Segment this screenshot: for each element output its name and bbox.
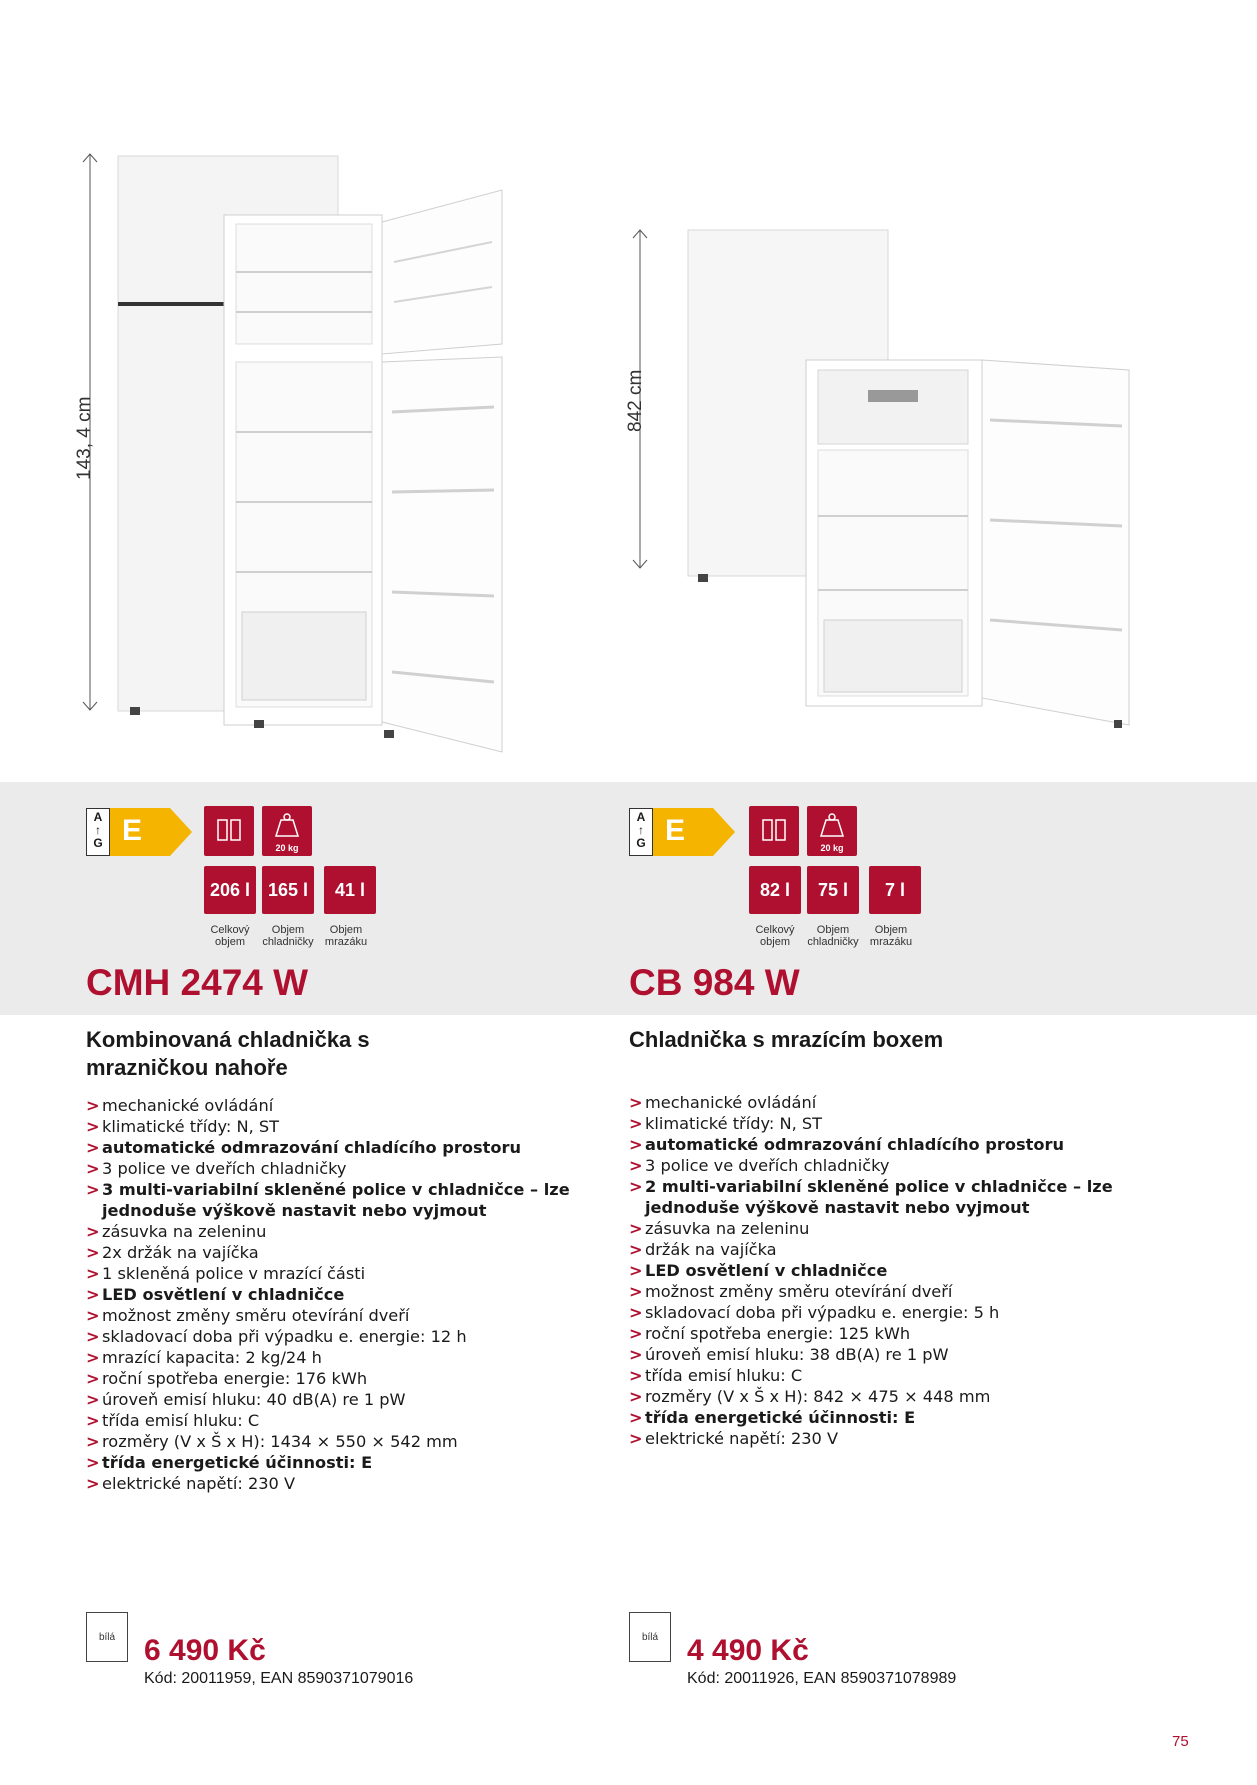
product-price: 6 490 Kč <box>144 1634 266 1667</box>
freezing-capacity-label: 20 kg <box>275 843 299 853</box>
energy-scale <box>86 808 110 856</box>
feature-item: > automatické odmrazování chladícího prostoru <box>629 1134 1169 1155</box>
fridge-illustration <box>114 152 634 762</box>
feature-item: > roční spotřeba energie: 125 kWh <box>629 1323 1169 1344</box>
feature-item: > elektrické napětí: 230 V <box>629 1428 1169 1449</box>
fridge-volume-caption: Objem chladničky <box>807 924 859 948</box>
height-dimension-label: 143, 4 cm <box>74 396 95 480</box>
weight-icon <box>807 806 857 846</box>
energy-label <box>629 808 739 856</box>
product-price: 4 490 Kč <box>687 1634 809 1667</box>
product-subtitle: Chladnička s mrazícím boxem <box>629 1027 944 1052</box>
feature-item: > rozměry (V x Š x H): 842 × 475 × 448 mm <box>629 1386 1169 1407</box>
product-image-2 <box>625 0 1189 780</box>
energy-scale-top: A <box>93 810 103 824</box>
feature-item: > mechanické ovládání <box>86 1095 626 1116</box>
fridge-doors-icon <box>204 806 254 856</box>
freezer-volume: 7 l <box>869 866 921 914</box>
arrow-up-icon: ↑ <box>638 823 644 837</box>
feature-item: > 3 multi-variabilní skleněné police v chladničce – lze jednoduše výškově nastavit nebo vyjmout <box>86 1179 626 1221</box>
total-volume-caption: Celkový objem <box>755 924 795 948</box>
weight-icon <box>262 806 312 846</box>
energy-scale <box>629 808 653 856</box>
color-variant: bílá <box>629 1612 671 1662</box>
feature-item: > 3 police ve dveřích chladničky <box>86 1158 626 1179</box>
feature-item: > úroveň emisí hluku: 40 dB(A) re 1 pW <box>86 1389 626 1410</box>
feature-item: > rozměry (V x Š x H): 1434 × 550 × 542 mm <box>86 1431 626 1452</box>
page-number: 75 <box>1172 1733 1189 1750</box>
energy-class: E <box>122 814 143 847</box>
height-dimension-label: 842 cm <box>625 369 646 432</box>
color-variant: bílá <box>86 1612 128 1662</box>
feature-item: > klimatické třídy: N, ST <box>629 1113 1169 1134</box>
feature-item: > úroveň emisí hluku: 38 dB(A) re 1 pW <box>629 1344 1169 1365</box>
product-column-1 <box>74 0 646 1785</box>
feature-item: > třída emisí hluku: C <box>86 1410 626 1431</box>
product-code: Kód: 20011959, EAN 8590371079016 <box>144 1670 414 1687</box>
feature-item: > možnost změny směru otevírání dveří <box>86 1305 626 1326</box>
freezing-capacity-icon <box>262 806 312 856</box>
arrow-up-icon: ↑ <box>95 823 101 837</box>
product-code: Kód: 20011926, EAN 8590371078989 <box>687 1670 957 1687</box>
feature-item: > LED osvětlení v chladničce <box>86 1284 626 1305</box>
feature-item: > automatické odmrazování chladícího prostoru <box>86 1137 626 1158</box>
feature-item: > klimatické třídy: N, ST <box>86 1116 626 1137</box>
fridge-volume: 75 l <box>807 866 859 914</box>
product-subtitle: Kombinovaná chladnička s mrazničkou nahoře <box>86 1027 370 1080</box>
fridge-volume-caption: Objem chladničky <box>262 924 314 948</box>
feature-item: > třída energetické účinnosti: E <box>629 1407 1169 1428</box>
freezing-capacity-label: 20 kg <box>820 843 844 853</box>
feature-item: > skladovací doba při výpadku e. energie: 12 h <box>86 1326 626 1347</box>
feature-item: > 2x držák na vajíčka <box>86 1242 626 1263</box>
feature-item: > třída energetické účinnosti: E <box>86 1452 626 1473</box>
feature-item: > elektrické napětí: 230 V <box>86 1473 626 1494</box>
freezer-volume-caption: Objem mrazáku <box>869 924 913 948</box>
product-model: CB 984 W <box>629 962 800 1003</box>
freezer-volume: 41 l <box>324 866 376 914</box>
freezer-volume-caption: Objem mrazáku <box>324 924 368 948</box>
energy-label <box>86 808 196 856</box>
fridge-freezer-icon <box>749 806 799 856</box>
product-image-1 <box>74 0 646 780</box>
feature-item: > držák na vajíčka <box>629 1239 1169 1260</box>
fridge-volume: 165 l <box>262 866 314 914</box>
feature-list <box>629 1092 1169 1449</box>
product-model: CMH 2474 W <box>86 962 309 1003</box>
feature-item: > třída emisí hluku: C <box>629 1365 1169 1386</box>
feature-item: > 2 multi-variabilní skleněné police v chladničce – lze jednoduše výškově nastavit nebo vyjmout <box>629 1176 1169 1218</box>
freezing-capacity-icon <box>807 806 857 856</box>
energy-scale-bottom: G <box>636 836 646 850</box>
feature-item: > skladovací doba při výpadku e. energie: 5 h <box>629 1302 1169 1323</box>
feature-item: > mrazící kapacita: 2 kg/24 h <box>86 1347 626 1368</box>
product-column-2 <box>625 0 1189 1785</box>
total-volume-caption: Celkový objem <box>210 924 250 948</box>
feature-item: > zásuvka na zeleninu <box>629 1218 1169 1239</box>
feature-item: > 3 police ve dveřích chladničky <box>629 1155 1169 1176</box>
feature-item: > možnost změny směru otevírání dveří <box>629 1281 1169 1302</box>
energy-class: E <box>665 814 686 847</box>
energy-scale-bottom: G <box>93 836 103 850</box>
feature-list <box>86 1095 626 1494</box>
total-volume: 82 l <box>749 866 801 914</box>
feature-item: > roční spotřeba energie: 176 kWh <box>86 1368 626 1389</box>
feature-item: > 1 skleněná police v mrazící části <box>86 1263 626 1284</box>
feature-item: > zásuvka na zeleninu <box>86 1221 626 1242</box>
fridge-illustration <box>684 220 1204 730</box>
fridge-freezer-icon <box>204 806 254 856</box>
fridge-doors-icon <box>749 806 799 856</box>
energy-scale-top: A <box>636 810 646 824</box>
total-volume: 206 l <box>204 866 256 914</box>
feature-item: > mechanické ovládání <box>629 1092 1169 1113</box>
feature-item: > LED osvětlení v chladničce <box>629 1260 1169 1281</box>
